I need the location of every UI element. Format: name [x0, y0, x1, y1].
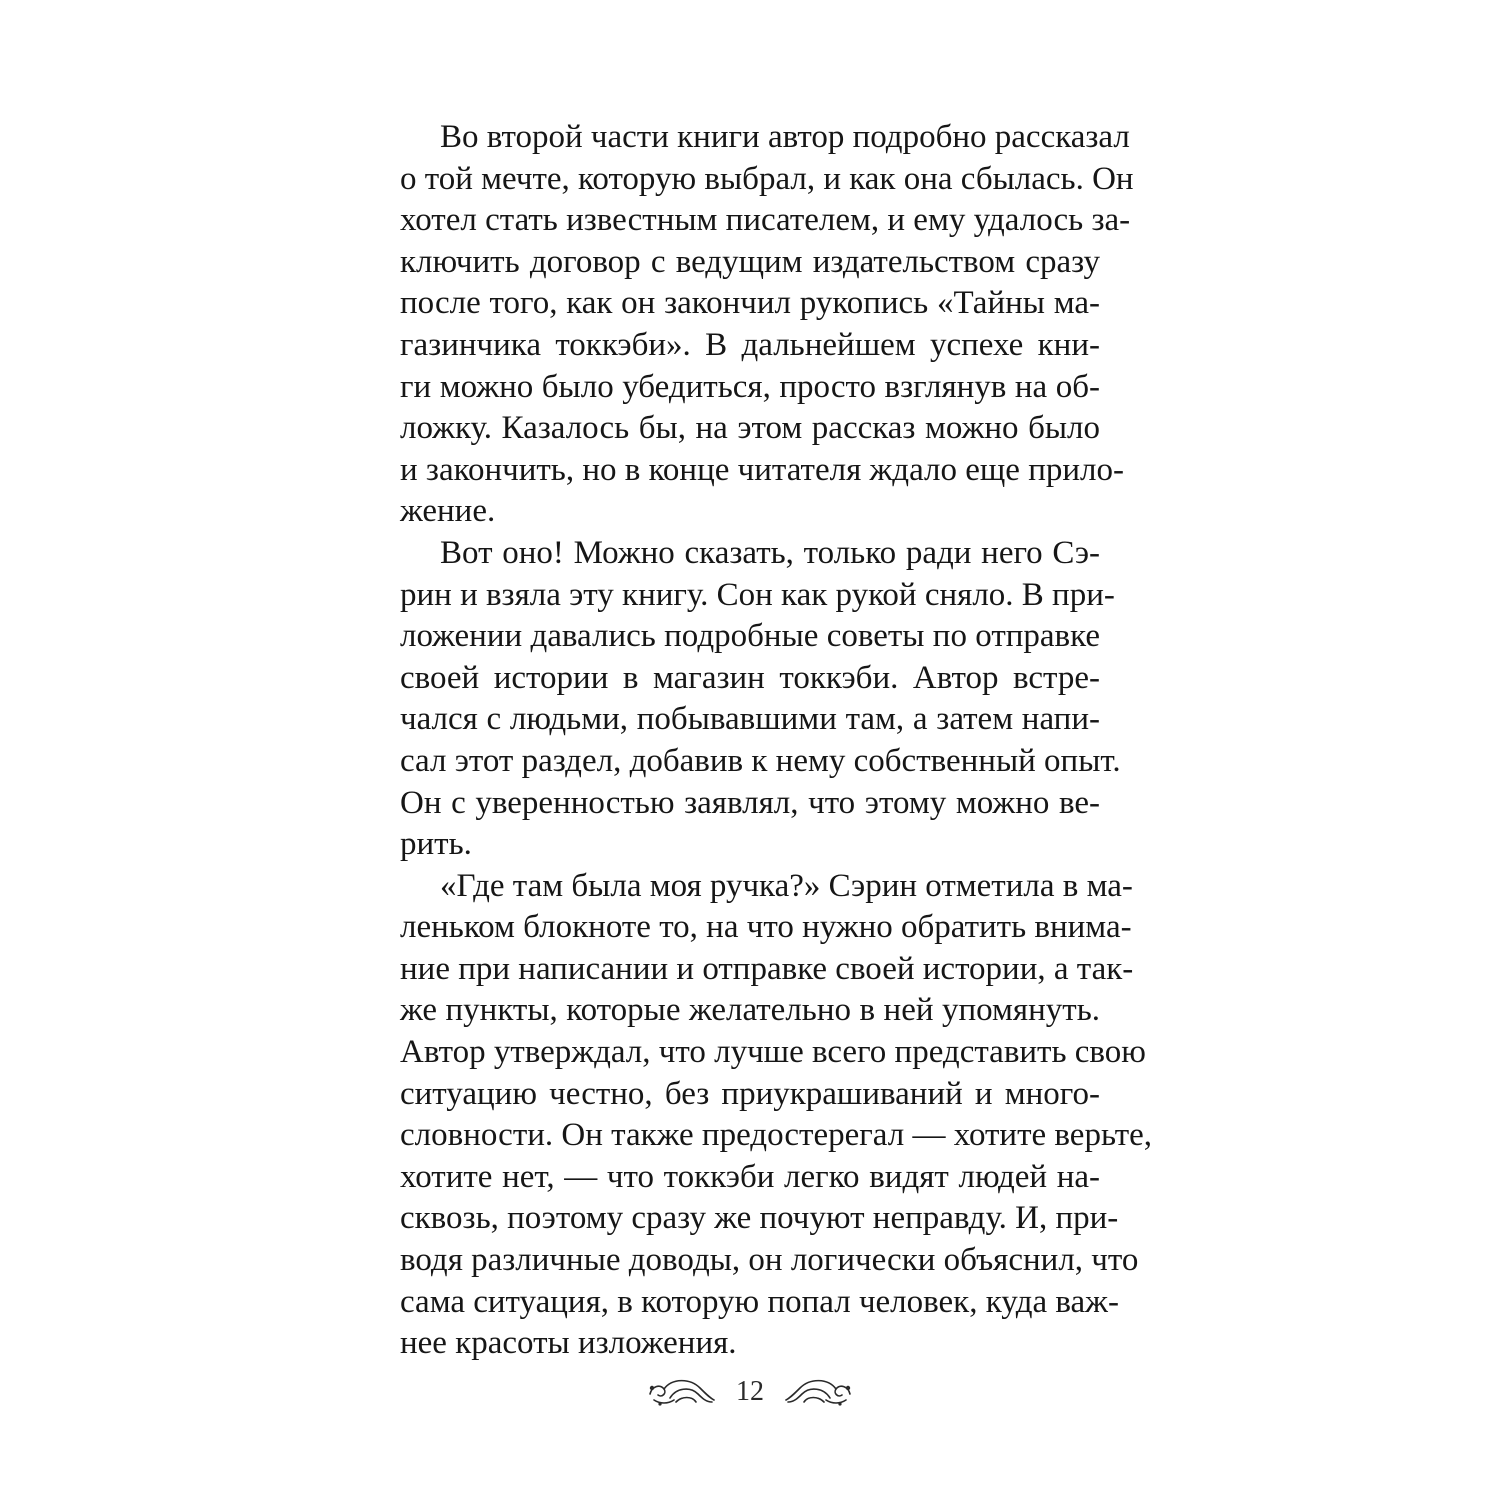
- text-line: Во второй части книги автор подробно рассказал: [440, 119, 1130, 155]
- text-line: сквозь, поэтому сразу же почуют неправду. И, при-: [400, 1200, 1119, 1237]
- text-line: ние при написании и отправке своей истории, а так-: [400, 950, 1134, 987]
- text-line: водя различные доводы, он логически объяснил, что: [400, 1242, 1139, 1279]
- page-number: 12: [736, 1376, 764, 1407]
- text-line: же пункты, которые желательно в ней упомянуть.: [400, 992, 1100, 1029]
- right-flourish-ornament-icon: [782, 1374, 854, 1410]
- text-line: «Где там была моя ручка?» Сэрин отметила в ма-: [440, 867, 1133, 904]
- text-line: после того, как он закончил рукопись «Тайны ма-: [400, 285, 1100, 322]
- text-line: хотите нет, — что токкэби легко видят людей на-: [400, 1158, 1100, 1195]
- page-footer: [0, 1362, 1500, 1422]
- text-line: жение.: [400, 493, 496, 530]
- body-text: [400, 117, 1153, 1365]
- text-line: ключить договор с ведущим издательством сразу: [400, 243, 1100, 280]
- text-line: и закончить, но в конце читателя ждало еще прило-: [400, 451, 1124, 488]
- text-line: ситуацию честно, без приукрашиваний и много-: [400, 1075, 1100, 1112]
- text-line: рин и взяла эту книгу. Сон как рукой сняло. В при-: [400, 576, 1115, 613]
- text-line: словности. Он также предостерегал — хотите верьте,: [400, 1117, 1153, 1154]
- text-line: чался с людьми, побывавшими там, а затем напи-: [400, 701, 1100, 738]
- text-line: Автор утверждал, что лучше всего представить свою: [400, 1034, 1146, 1071]
- text-line: леньком блокноте то, на что нужно обратить внима-: [400, 909, 1132, 946]
- text-line: о той мечте, которую выбрал, и как она сбылась. Он: [400, 160, 1134, 197]
- text-line: сама ситуация, в которую попал человек, куда важ-: [400, 1283, 1119, 1320]
- left-flourish-ornament-icon: [646, 1374, 718, 1410]
- text-line: Вот оно! Можно сказать, только ради него Сэ-: [440, 534, 1100, 571]
- text-line: Он с уверенностью заявлял, что этому можно ве-: [400, 784, 1100, 821]
- text-line: своей истории в магазин токкэби. Автор встре-: [400, 659, 1100, 696]
- text-line: хотел стать известным писателем, и ему удалось за-: [400, 202, 1131, 239]
- text-line: рить.: [400, 826, 472, 863]
- text-line: нее красоты изложения.: [400, 1325, 737, 1362]
- text-line: газинчика токкэби». В дальнейшем успехе кни-: [400, 326, 1100, 363]
- text-line: ги можно было убедиться, просто взглянув на об-: [400, 368, 1100, 405]
- text-line: ложку. Казалось бы, на этом рассказ можно было: [400, 410, 1100, 447]
- text-line: сал этот раздел, добавив к нему собственный опыт.: [400, 742, 1121, 779]
- text-line: ложении давались подробные советы по отправке: [400, 618, 1100, 655]
